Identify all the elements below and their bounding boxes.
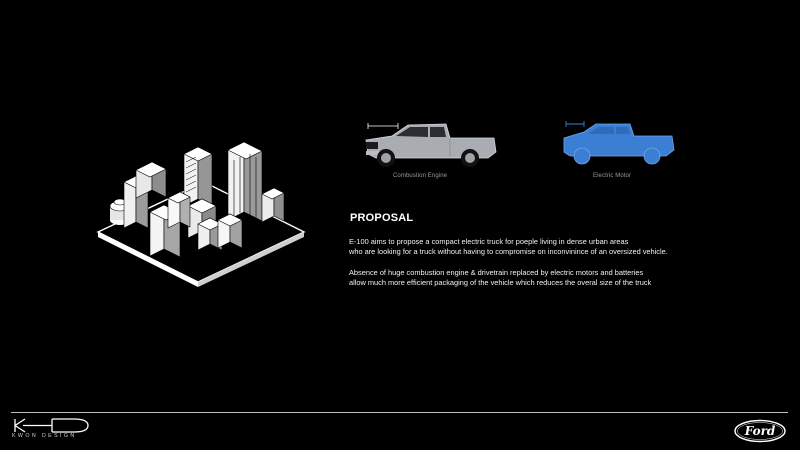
combustion-engine-caption: Combustion Engine [393,173,448,179]
paragraph-line: Absence of huge combustion engine & drivetrain replaced by electric motors and batteries [349,268,644,277]
electric-motor-caption: Electric Motor [593,173,632,179]
electric-truck-image [560,118,678,168]
paragraph-line: who are looking for a truck without having to compromise on inconvinince of an oversized vehicle. [349,247,668,257]
footer-divider [11,412,788,413]
ford-logo-text: Ford [744,424,776,438]
combustion-truck-image [362,118,500,170]
paragraph-line: E-100 aims to propose a compact electric truck for poeple living in dense urban areas [349,237,629,246]
paragraph-line: allow much more efficient packaging of the vehicle which reduces the overal size of the truck [349,278,652,288]
proposal-title: PROPOSAL [350,212,414,224]
kwon-design-logo [12,418,90,434]
proposal-paragraph-2 [349,268,651,289]
city-illustration [92,136,310,288]
proposal-paragraph-1 [349,237,668,258]
kwon-design-wordmark: KWON DESIGN [12,433,77,439]
